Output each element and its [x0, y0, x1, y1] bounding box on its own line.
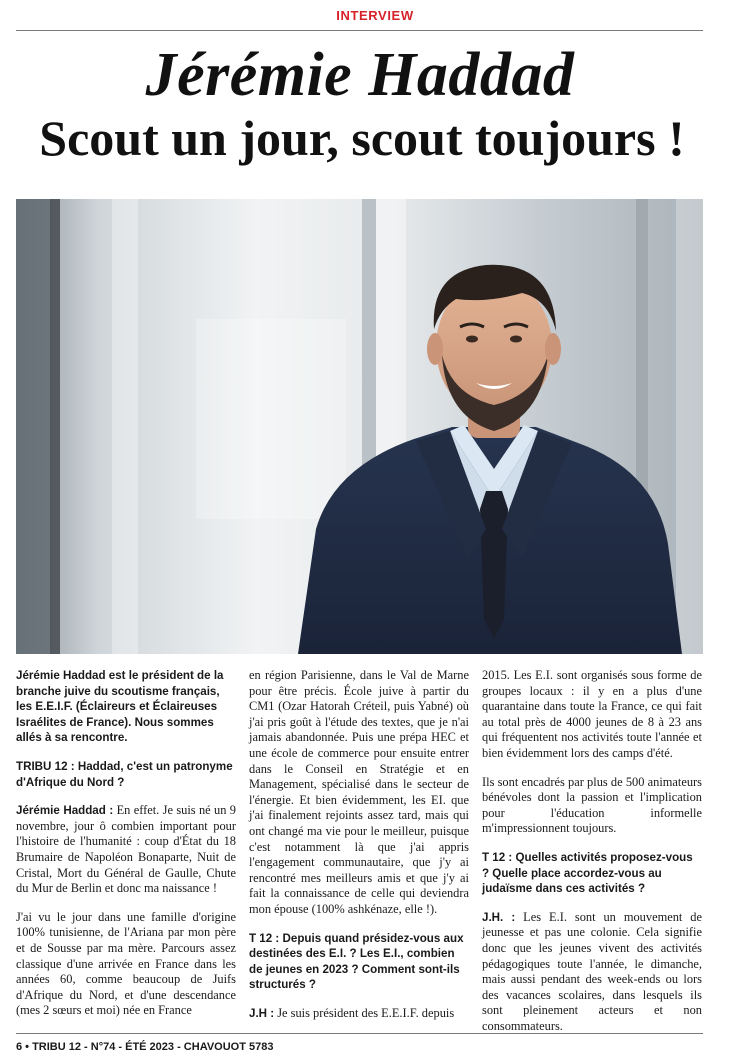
answer-2-text: Je suis président des E.E.I.F. depuis	[274, 1005, 455, 1020]
answer-2-paragraph-2: 2015. Les E.I. sont organisés sous forme de groupes locaux : il y en a plus d'une quarantaine dans toute la France, ce qui fait au total près de 4000 jeunes de 8 à 23 ans qui fréquentent nos activités toute l'année et bien évidemment lors des camps d'été.	[482, 668, 702, 760]
bottom-divider	[16, 1033, 703, 1034]
answer-2	[249, 1006, 469, 1022]
answer-1-paragraph-3: en région Parisienne, dans le Val de Marne pour être précis. École juive à partir du CM1 (Ozar Hatorah Créteil, puis Yabné) où j'ai pris goût à l'étude des textes, que je n'ai jamais abandonnée. Puis une prépa HEC et une école de commerce pour ensuite entrer dans le Conseil en Stratégie et en Management, spécialisé dans le secteur de l'énergie. Et bien évidemment, les EI. que j'ai finalement rejoints assez tard, mais qui ont changé ma vie pour le meilleur, puisque c'est notamment là que j'ai appris l'engagement communautaire, que j'y ai rencontré mes meilleurs amis et que j'y ai fait la connaissance de celle qui deviendra mon épouse (100% ashkénaze, elle !).	[249, 668, 469, 916]
question-1: TRIBU 12 : Haddad, c'est un patronyme d'Afrique du Nord ?	[16, 759, 233, 789]
section-label: INTERVIEW	[336, 8, 414, 23]
answer-2-paragraph-3: Ils sont encadrés par plus de 500 animateurs bénévoles dont la passion et l'implication pour l'éducation informelle m'impressionnent toujours.	[482, 774, 702, 836]
portrait-photo	[16, 199, 703, 654]
top-divider	[16, 30, 703, 31]
answer-2-speaker: J.H :	[249, 1006, 275, 1020]
article-column-1	[16, 668, 236, 1018]
answer-1-speaker: Jérémie Haddad :	[16, 804, 114, 818]
article-column-3	[482, 668, 702, 1033]
page-folio: 6 • TRIBU 12 - N°74 - ÉTÉ 2023 - CHAVOUOT 5783	[16, 1041, 274, 1053]
headline-title: Scout un jour, scout toujours !	[39, 110, 685, 166]
answer-3	[482, 910, 702, 1035]
article-column-2	[249, 668, 469, 1018]
answer-1-text: En effet. Je suis né un 9 novembre, jour ô combien important pour l'histoire de l'humanité : coup d'État du 18 Brumaire de Napoléon Bonaparte, Nuit de Cristal, Mort du Général de Gaulle, Chute du Mur de Berlin et donc ma naissance !	[16, 803, 236, 896]
question-2: T 12 : Depuis quand présidez-vous aux destinées des E.I. ? Les E.I., combien de jeunes en 2023 ? Comment sont-ils structurés ?	[249, 931, 464, 992]
answer-1-paragraph-2: J'ai vu le jour dans une famille d'origine 100% tunisienne, de l'Ariana par mon père et de Sousse par ma mère. Parcours assez classique d'une arrivée en France dans les années 60, comme beaucoup de Juifs d'Afrique du Nord, et d'une descendance (mes 2 sœurs et moi) née en France	[16, 909, 236, 1018]
answer-1	[16, 803, 236, 897]
headline-name: Jérémie Haddad	[145, 41, 575, 109]
answer-3-speaker: J.H. :	[482, 910, 516, 924]
question-3: T 12 : Quelles activités proposez-vous ? Quelle place accordez-vous au judaïsme dans ces activités ?	[482, 850, 693, 896]
portrait-illustration	[16, 199, 703, 654]
article-intro: Jérémie Haddad est le président de la branche juive du scoutisme français, les E.E.I.F. (Éclaireurs et Éclaireuses Israélites de France). Nous sommes allés à sa rencontre.	[16, 669, 224, 745]
answer-3-text: Les E.I. sont un mouvement de jeunesse et pas une colonie. Cela signifie donc que les jeunes vivent des activités pédagogiques toute l'année, le dimanche, mais aussi pendant des week-ends ou lors des vacances scolaires, dans lesquels ils sont pleinement acteurs et non consommateurs.	[482, 909, 702, 1033]
